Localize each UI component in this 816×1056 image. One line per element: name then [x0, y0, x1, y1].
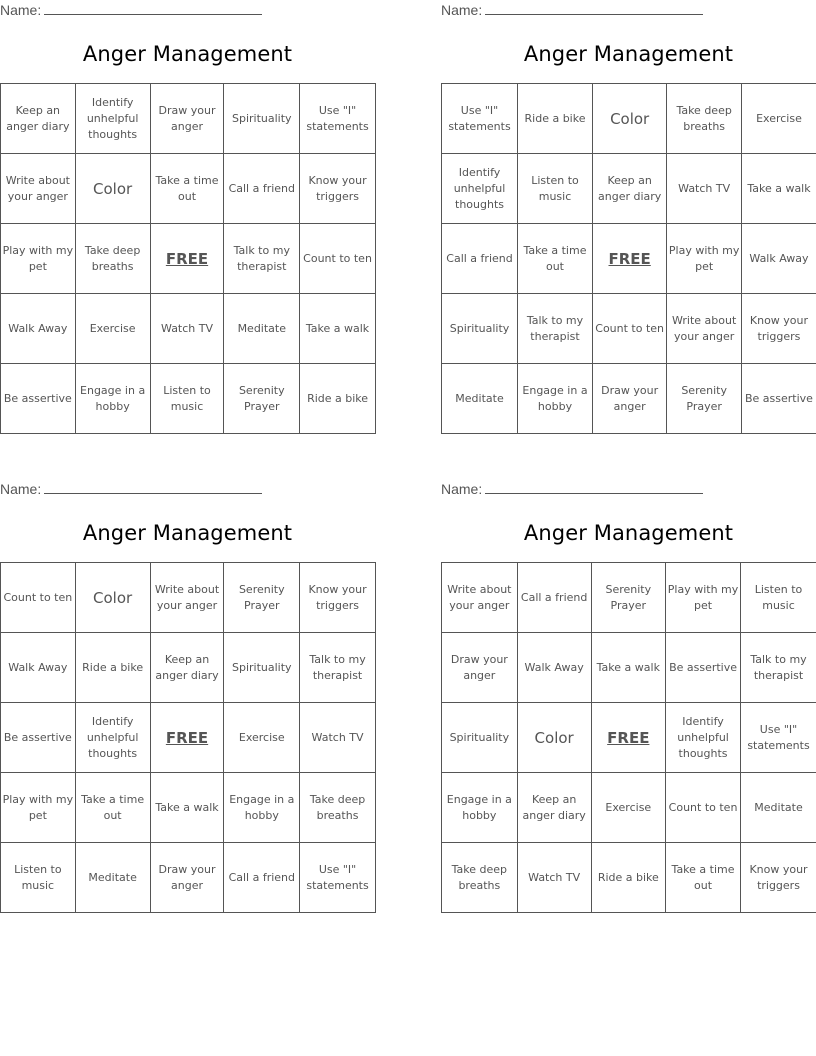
card-title: Anger Management: [523, 521, 734, 545]
name-line: [441, 481, 703, 497]
bingo-grid: [441, 83, 816, 434]
bingo-cell: Draw your anger: [592, 364, 666, 434]
bingo-cell: Spirituality: [224, 84, 300, 154]
bingo-cell: Color: [75, 563, 150, 633]
bingo-cell: Call a friend: [442, 224, 518, 294]
bingo-cell: Take a time out: [150, 154, 224, 224]
bingo-row: [1, 703, 376, 773]
bingo-cell: Spirituality: [224, 633, 300, 703]
bingo-cell: Watch TV: [667, 154, 742, 224]
bingo-grid: [0, 562, 376, 913]
bingo-cell: Talk to my therapist: [741, 633, 816, 703]
free-space: FREE: [150, 703, 224, 773]
bingo-cell: Know your triggers: [741, 843, 816, 913]
bingo-cell: Count to ten: [300, 224, 376, 294]
bingo-cell: Use "I" statements: [741, 703, 816, 773]
bingo-cell: Ride a bike: [75, 633, 150, 703]
bingo-cell: Watch TV: [300, 703, 376, 773]
bingo-row: [1, 224, 376, 294]
bingo-cell: Identify unhelpful thoughts: [75, 84, 150, 154]
bingo-cell: Take a walk: [591, 633, 665, 703]
bingo-cell: Ride a bike: [591, 843, 665, 913]
bingo-cell: Take a walk: [300, 294, 376, 364]
bingo-cell: Ride a bike: [518, 84, 593, 154]
bingo-cell: Call a friend: [224, 843, 300, 913]
bingo-cell: Be assertive: [666, 633, 741, 703]
name-label: Name:: [0, 481, 42, 497]
bingo-row: [1, 773, 376, 843]
bingo-cell: Exercise: [75, 294, 150, 364]
bingo-cell: Take a walk: [741, 154, 816, 224]
free-space: FREE: [591, 703, 665, 773]
bingo-cell: Serenity Prayer: [667, 364, 742, 434]
bingo-cell: Take a time out: [666, 843, 741, 913]
bingo-cell: Draw your anger: [442, 633, 518, 703]
bingo-row: [1, 154, 376, 224]
name-blank-line: [44, 481, 262, 494]
bingo-cell: Use "I" statements: [300, 843, 376, 913]
bingo-cell: Engage in a hobby: [442, 773, 518, 843]
bingo-row: [442, 633, 816, 703]
bingo-row: [1, 84, 376, 154]
bingo-cell: Talk to my therapist: [300, 633, 376, 703]
bingo-cell: Write about your anger: [1, 154, 76, 224]
name-blank-line: [485, 481, 703, 494]
free-space: FREE: [592, 224, 666, 294]
bingo-cell: Use "I" statements: [300, 84, 376, 154]
bingo-cell: Talk to my therapist: [224, 224, 300, 294]
bingo-cell: Draw your anger: [150, 84, 224, 154]
bingo-cell: Keep an anger diary: [592, 154, 666, 224]
bingo-cell: Watch TV: [150, 294, 224, 364]
bingo-cell: Take a walk: [150, 773, 224, 843]
bingo-cell: Meditate: [442, 364, 518, 434]
bingo-cell: Meditate: [224, 294, 300, 364]
bingo-cell: Know your triggers: [300, 154, 376, 224]
name-label: Name:: [0, 2, 42, 18]
bingo-row: [1, 843, 376, 913]
bingo-cell: Listen to music: [1, 843, 76, 913]
bingo-cell: Watch TV: [517, 843, 591, 913]
bingo-cell: Take deep breaths: [75, 224, 150, 294]
bingo-cell: Write about your anger: [442, 563, 518, 633]
bingo-row: [442, 294, 816, 364]
bingo-cell: Know your triggers: [741, 294, 816, 364]
name-line: [0, 481, 262, 497]
bingo-cell: Play with my pet: [666, 563, 741, 633]
bingo-cell: Color: [75, 154, 150, 224]
bingo-row: [442, 843, 816, 913]
bingo-row: [442, 773, 816, 843]
card-title: Anger Management: [523, 42, 734, 66]
bingo-cell: Color: [517, 703, 591, 773]
name-line: [0, 2, 262, 18]
bingo-row: [442, 703, 816, 773]
bingo-cell: Walk Away: [741, 224, 816, 294]
bingo-row: [442, 563, 816, 633]
name-blank-line: [485, 2, 703, 15]
free-space: FREE: [150, 224, 224, 294]
bingo-row: [442, 364, 816, 434]
bingo-cell: Walk Away: [1, 633, 76, 703]
bingo-row: [1, 364, 376, 434]
bingo-cell: Know your triggers: [300, 563, 376, 633]
bingo-row: [1, 633, 376, 703]
bingo-cell: Engage in a hobby: [75, 364, 150, 434]
bingo-cell: Ride a bike: [300, 364, 376, 434]
bingo-cell: Be assertive: [1, 364, 76, 434]
bingo-cell: Exercise: [224, 703, 300, 773]
bingo-cell: Count to ten: [666, 773, 741, 843]
bingo-cell: Take deep breaths: [300, 773, 376, 843]
bingo-cell: Take a time out: [75, 773, 150, 843]
bingo-row: [1, 294, 376, 364]
bingo-cell: Walk Away: [517, 633, 591, 703]
bingo-cell: Talk to my therapist: [518, 294, 593, 364]
bingo-cell: Count to ten: [1, 563, 76, 633]
bingo-cell: Engage in a hobby: [224, 773, 300, 843]
name-label: Name:: [441, 2, 483, 18]
bingo-row: [442, 84, 816, 154]
name-blank-line: [44, 2, 262, 15]
bingo-cell: Identify unhelpful thoughts: [666, 703, 741, 773]
bingo-cell: Spirituality: [442, 294, 518, 364]
name-label: Name:: [441, 481, 483, 497]
bingo-cell: Draw your anger: [150, 843, 224, 913]
bingo-cell: Serenity Prayer: [591, 563, 665, 633]
bingo-cell: Keep an anger diary: [150, 633, 224, 703]
bingo-cell: Count to ten: [592, 294, 666, 364]
bingo-cell: Listen to music: [741, 563, 816, 633]
bingo-cell: Meditate: [75, 843, 150, 913]
bingo-grid: [441, 562, 816, 913]
bingo-cell: Listen to music: [150, 364, 224, 434]
bingo-row: [442, 154, 816, 224]
bingo-cell: Be assertive: [1, 703, 76, 773]
bingo-cell: Play with my pet: [1, 224, 76, 294]
bingo-cell: Write about your anger: [150, 563, 224, 633]
bingo-cell: Exercise: [591, 773, 665, 843]
card-title: Anger Management: [82, 42, 293, 66]
bingo-cell: Play with my pet: [667, 224, 742, 294]
bingo-cell: Serenity Prayer: [224, 364, 300, 434]
bingo-cell: Listen to music: [518, 154, 593, 224]
bingo-cell: Meditate: [741, 773, 816, 843]
bingo-cell: Engage in a hobby: [518, 364, 593, 434]
bingo-cell: Identify unhelpful thoughts: [442, 154, 518, 224]
bingo-cell: Serenity Prayer: [224, 563, 300, 633]
bingo-row: [442, 224, 816, 294]
bingo-cell: Spirituality: [442, 703, 518, 773]
bingo-grid: [0, 83, 376, 434]
bingo-cell: Keep an anger diary: [517, 773, 591, 843]
name-line: [441, 2, 703, 18]
bingo-cell: Be assertive: [741, 364, 816, 434]
bingo-cell: Walk Away: [1, 294, 76, 364]
bingo-cell: Take a time out: [518, 224, 593, 294]
bingo-cell: Write about your anger: [667, 294, 742, 364]
bingo-cell: Play with my pet: [1, 773, 76, 843]
bingo-cell: Identify unhelpful thoughts: [75, 703, 150, 773]
bingo-cell: Color: [592, 84, 666, 154]
card-title: Anger Management: [82, 521, 293, 545]
bingo-cell: Use "I" statements: [442, 84, 518, 154]
bingo-cell: Call a friend: [517, 563, 591, 633]
bingo-cell: Call a friend: [224, 154, 300, 224]
bingo-cell: Keep an anger diary: [1, 84, 76, 154]
bingo-cell: Exercise: [741, 84, 816, 154]
bingo-cell: Take deep breaths: [442, 843, 518, 913]
bingo-cell: Take deep breaths: [667, 84, 742, 154]
bingo-row: [1, 563, 376, 633]
